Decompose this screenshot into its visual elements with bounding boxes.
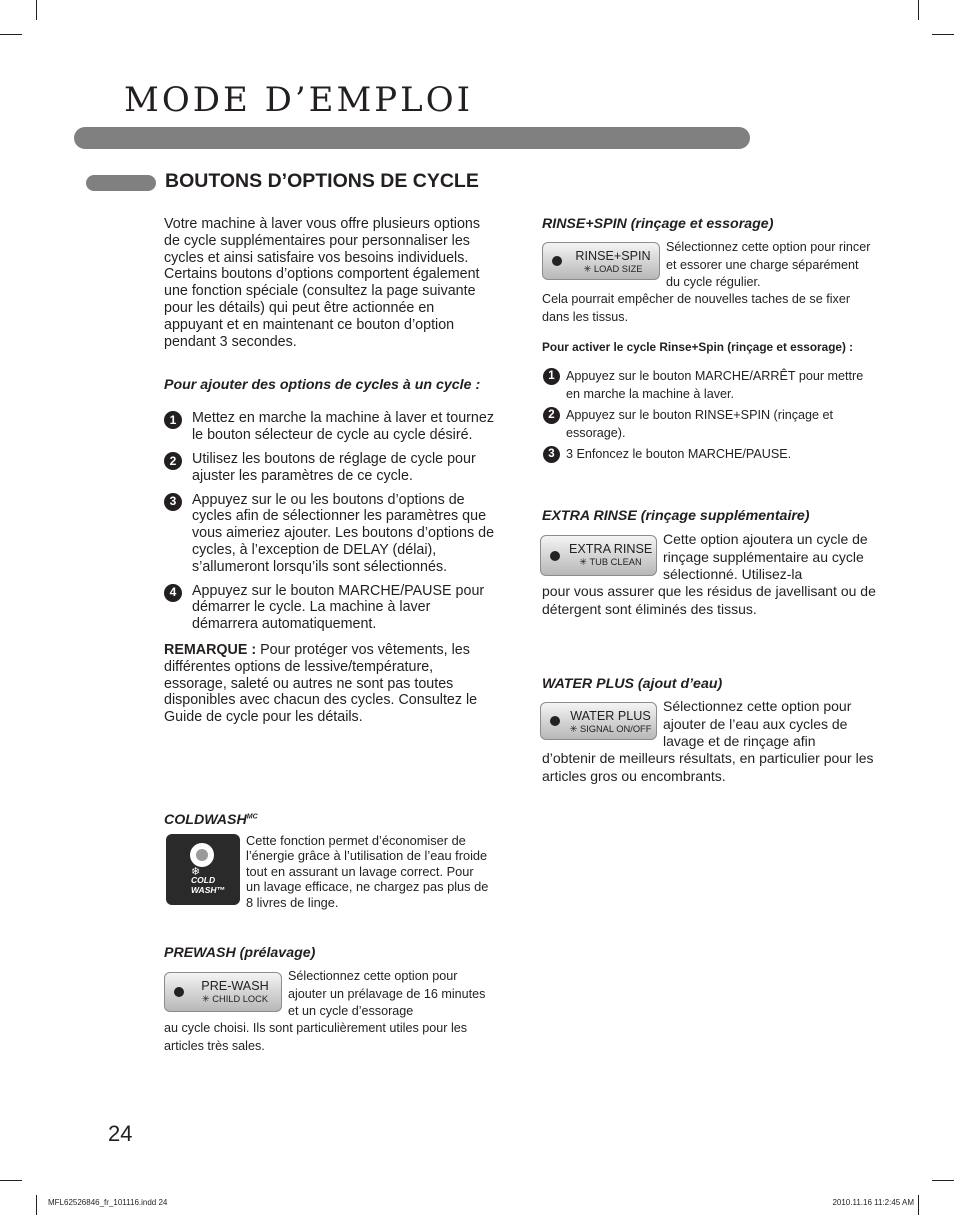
crop-mark (918, 1195, 919, 1215)
step-text: Appuyez sur le bouton MARCHE/PAUSE pour démarrer le cycle. La machine à laver démarrera automatiquement. (192, 582, 485, 633)
rinse-spin-text-side: Sélectionnez cette option pour rincer et essorer une charge séparément du cycle régulier. (666, 240, 871, 289)
step-text: Appuyez sur le bouton RINSE+SPIN (rinçage et essorage). (566, 408, 834, 440)
step-number-badge: 3 (164, 493, 182, 511)
crop-mark (932, 34, 954, 35)
step-text: Mettez en marche la machine à laver et tournez le bouton sélecteur de cycle au cycle désiré. (192, 410, 494, 444)
step-number-badge: 2 (543, 407, 560, 424)
page-number: 24 (108, 1121, 133, 1146)
step-text: Appuyez sur le ou les boutons d’options de cycles afin de sélectionner les paramètres que vous aimeriez ajouter. Les boutons d’options de cycles, à l’exception de DELAY (délai), s’allumeront lorsqu’ils sont sélectionnés. (192, 491, 495, 575)
step-number-badge: 2 (164, 452, 182, 470)
coldwash-superscript: MC (246, 813, 258, 821)
indicator-dot-icon (552, 256, 562, 266)
remark-text: Pour protéger vos vêtements, les différentes options de lessive/température, essorage, saleté ou autres ne sont pas toutes disponibles avec chacun des cycles. Consultez le Guide de cycle pour les détails. (164, 641, 478, 726)
remark-label: REMARQUE : (164, 641, 257, 658)
water-plus-text-below: d’obtenir de meilleurs résultats, en particulier pour les articles gros ou encombrants. (542, 750, 874, 784)
footer-timestamp: 2010.11.16 11:2:45 AM (832, 1198, 914, 1207)
rinse-spin-heading: RINSE+SPIN (rinçage et essorage) (542, 216, 774, 232)
step-text: Appuyez sur le bouton MARCHE/ARRÊT pour mettre en marche la machine à laver. (566, 369, 864, 401)
list-item (164, 451, 494, 485)
extra-rinse-text-below: pour vous assurer que les résidus de javellisant ou de détergent sont éliminés des tissus. (542, 583, 876, 617)
list-item (164, 410, 494, 444)
rinse-spin-button (542, 242, 660, 280)
step-text: 3 Enfoncez le bouton MARCHE/PAUSE. (566, 447, 792, 461)
page-header-title: MODE D’EMPLOI (124, 80, 474, 120)
step-number-badge: 4 (164, 584, 182, 602)
indicator-dot-icon (550, 716, 560, 726)
step-text: Utilisez les boutons de réglage de cycle pour ajuster les paramètres de ce cycle. (192, 450, 476, 484)
crop-mark (36, 0, 37, 20)
coldwash-heading-text: COLDWASH (164, 812, 247, 828)
list-item (164, 583, 494, 633)
step-number-badge: 1 (543, 368, 560, 385)
extra-rinse-text-side: Cette option ajoutera un cycle de rinçage supplémentaire au cycle sélectionné. Utilisez-la (663, 531, 868, 582)
add-options-steps (164, 410, 494, 633)
list-item (164, 492, 494, 576)
prewash-text-side: Sélectionnez cette option pour ajouter un prélavage de 16 minutes et un cycle d’essorage (288, 969, 486, 1018)
prewash-heading: PREWASH (prélavage) (164, 945, 316, 961)
crop-mark (932, 1180, 954, 1181)
remark-paragraph (164, 642, 494, 726)
button-sub-label: ✳ LOAD SIZE (583, 264, 643, 274)
rinse-spin-text-below: Cela pourrait empêcher de nouvelles taches de se fixer dans les tissus. (542, 292, 851, 324)
rinse-spin-activate-heading: Pour activer le cycle Rinse+Spin (rinçage et essorage) : (542, 340, 854, 354)
left-column (164, 216, 494, 726)
coldwash-button-light (190, 843, 214, 867)
list-item (543, 407, 878, 442)
coldwash-button-label: COLD WASH™ (191, 875, 225, 895)
indicator-dot-icon (550, 551, 560, 561)
prewash-text-below: au cycle choisi. Ils sont particulièrement utiles pour les articles très sales. (164, 1021, 468, 1053)
button-sub-label: ✳ TUB CLEAN (579, 557, 642, 567)
list-item (543, 446, 878, 464)
intro-paragraph: Votre machine à laver vous offre plusieurs options de cycle supplémentaires pour personnaliser les cycles et ainsi satisfaire vos besoins individuels. Certains boutons d’options comportent également une fonction spéciale (consultez la page suivante pour les détails) qui peut être actionnée en appuyant et en maintenant ce bouton d’option pendant 3 secondes. (164, 216, 481, 350)
button-sub-label: ✳ SIGNAL ON/OFF (569, 724, 652, 734)
snowflake-icon: ❄ (191, 866, 201, 878)
coldwash-text: Cette fonction permet d’économiser de l’énergie grâce à l’utilisation de l’eau froide tout en assurant un lavage correct. Pour un lavage efficace, ne chargez pas plus de 8 livres de linge. (246, 833, 489, 910)
footer-file-name: MFL62526846_fr_101116.indd 24 (48, 1198, 168, 1207)
section-marker-bar (86, 175, 156, 191)
rinse-spin-steps (543, 368, 878, 464)
button-main-label: WATER PLUS (570, 709, 651, 723)
water-plus-text-side: Sélectionnez cette option pour ajouter de l’eau aux cycles de lavage et de rinçage afin (663, 698, 852, 749)
step-number-badge: 1 (164, 411, 182, 429)
extra-rinse-heading: EXTRA RINSE (rinçage supplémentaire) (542, 508, 810, 524)
list-item (543, 368, 878, 403)
button-main-label: PRE-WASH (201, 979, 269, 993)
crop-mark (36, 1195, 37, 1215)
button-sub-label: ✳ CHILD LOCK (201, 994, 269, 1004)
crop-mark (0, 34, 22, 35)
coldwash-heading (164, 812, 258, 828)
header-divider-bar (74, 127, 750, 149)
water-plus-heading: WATER PLUS (ajout d’eau) (542, 676, 723, 692)
extra-rinse-button (540, 535, 657, 576)
button-main-label: EXTRA RINSE (569, 542, 653, 556)
button-main-label: RINSE+SPIN (575, 249, 651, 263)
crop-mark (0, 1180, 22, 1181)
water-plus-button (540, 702, 657, 740)
section-title: BOUTONS D’OPTIONS DE CYCLE (165, 170, 479, 192)
crop-mark (918, 0, 919, 20)
coldwash-button (166, 834, 240, 905)
add-options-heading: Pour ajouter des options de cycles à un cycle : (164, 377, 481, 394)
prewash-button (164, 972, 282, 1012)
indicator-dot-icon (174, 987, 184, 997)
step-number-badge: 3 (543, 446, 560, 463)
